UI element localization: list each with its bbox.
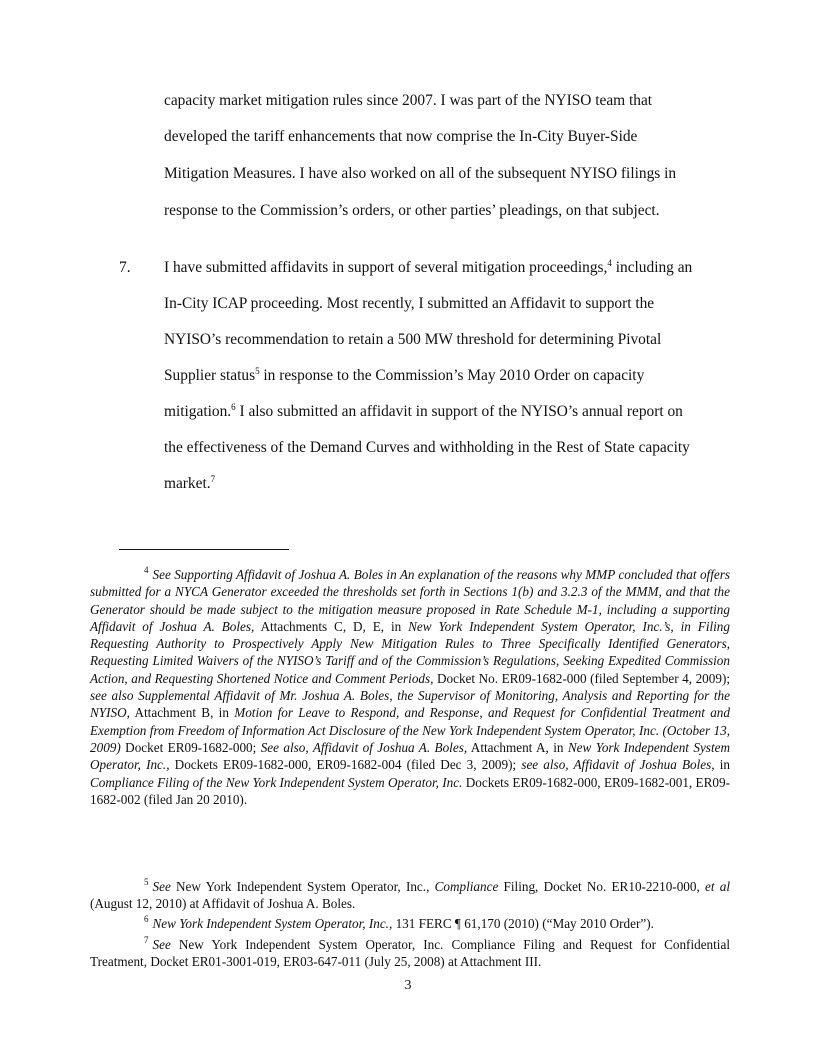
page-number: 3 — [404, 978, 412, 993]
paragraph-7-line-5 — [164, 402, 683, 422]
text-run: Supplier status — [164, 367, 256, 384]
text-run: including an — [611, 259, 693, 276]
footnote-number: 4 — [144, 565, 149, 575]
footnote-text: in — [714, 757, 731, 773]
footnote-separator — [119, 549, 289, 550]
footnote-text: see also Supplemental Affidavit of Mr. Joshua A. Boles, the Supervisor of Monitoring, Analysis and Reporting for the NYISO, — [90, 688, 730, 721]
footnote-text: See also, Affidavit of Joshua A. Boles, — [260, 739, 468, 755]
text-run: in response to the Commission’s May 2010 Order on capacity — [259, 367, 645, 384]
footnote-text: Attachments C, D, E, in — [254, 618, 409, 634]
footnote-text: Compliance — [434, 879, 499, 894]
text-run: mitigation. — [164, 403, 232, 420]
continuation-line-1: capacity market mitigation rules since 2007. I was part of the NYISO team that — [164, 92, 653, 109]
footnote-ref-5[interactable]: 5 — [255, 366, 260, 376]
text-run: market. — [164, 475, 211, 492]
footnote-number: 6 — [144, 914, 149, 924]
footnote-text: see also, Affidavit of Joshua Boles, — [521, 757, 715, 773]
paragraph-7-line-3: NYISO’s recommendation to retain a 500 MW threshold for determining Pivotal — [164, 331, 662, 348]
footnote-text: Filing, Docket No. ER10-2210-000, — [498, 879, 705, 894]
footnote-text: Attachment A, in — [467, 739, 568, 755]
paragraph-7-line-4 — [164, 366, 644, 386]
paragraph-7-line-2: In-City ICAP proceeding. Most recently, I submitted an Affidavit to support the — [164, 295, 655, 312]
footnote-text: New York Independent System Operator, Inc., — [90, 739, 730, 773]
footnote-text: et al — [705, 879, 730, 894]
footnote-text: New York Independent System Operator, Inc.’s, in Filing Requesting Authority to Prospectively Apply New Mitigation Rules to Three Specifically Identified Generators, Requesting Limited Waivers of the NYISO’s Tariff and of the Commission’s Regulations, Seeking Expedited Commission Action, and Requesting Shortened Notice and Comment Periods, — [90, 618, 730, 686]
footnote-ref-4[interactable]: 4 — [607, 258, 612, 268]
footnote-text: New York Independent System Operator, Inc. Compliance Filing and Request for Confidential Treatment, Docket ER01-3001-019, ER03-647-011 (July 25, 2008) at Attachment III. — [90, 937, 730, 970]
footnote-text: Dockets ER09-1682-000, ER09-1682-001, ER09-1682-002 (filed Jan 20 2010). — [90, 774, 730, 807]
paragraph-7-line-1 — [164, 258, 692, 278]
continuation-line-2: developed the tariff enhancements that now comprise the In-City Buyer-Side — [164, 128, 638, 145]
footnote-text: Compliance Filing of the New York Independent System Operator, Inc. — [90, 774, 463, 790]
footnote-number: 7 — [144, 935, 149, 945]
footnote-7 — [90, 936, 730, 971]
footnote-text: Motion for Leave to Respond, and Response, and Request for Confidential Treatment and Exemption from Freedom of Information Act Disclosure of the New York Independent System Operator, Inc. (October 13, 2009) — [90, 705, 730, 755]
footnote-text: New York Independent System Operator, Inc., — [170, 879, 435, 894]
footnote-text: Docket No. ER09-1682-000 (filed September 4, 2009); — [433, 670, 730, 686]
footnote-text: 131 FERC ¶ 61,170 (2010) (“May 2010 Order”). — [392, 916, 654, 931]
text-run: I have submitted affidavits in support of several mitigation proceedings, — [164, 259, 608, 276]
footnote-ref-7[interactable]: 7 — [210, 474, 216, 484]
footnote-text: See Supporting Affidavit of Joshua A. Boles in An explanation of the reasons why MMP concluded that offers submitted for a NYCA Generator exceeded the thresholds set forth in Sections 1(b) and 3.2.3 of the MMM, and that the Generator should be made subject to the mitigation measure proposed in Rate Schedule M-1, including a supporting Affidavit of Joshua A. Boles, — [90, 567, 730, 634]
footnote-5 — [90, 878, 730, 913]
footnote-number: 5 — [144, 877, 149, 887]
footnote-text: Dockets ER09-1682-000, ER09-1682-004 (filed Dec 3, 2009); — [169, 757, 522, 773]
footnote-text: See — [152, 937, 171, 952]
footnote-text: Docket ER09-1682-000; — [120, 739, 261, 755]
footnote-4 — [90, 566, 730, 808]
text-run: I also submitted an affidavit in support of the NYISO’s annual report on — [235, 403, 683, 420]
continuation-line-3: Mitigation Measures. I have also worked on all of the subsequent NYISO filings in — [164, 165, 677, 182]
footnote-text: New York Independent System Operator, Inc., — [152, 916, 393, 931]
footnote-6 — [90, 915, 730, 932]
footnote-text: Attachment B, in — [129, 705, 235, 721]
footnote-ref-6[interactable]: 6 — [231, 402, 236, 412]
paragraph-number: 7. — [119, 259, 131, 276]
paragraph-7-line-6: the effectiveness of the Demand Curves and withholding in the Rest of State capacity — [164, 439, 690, 456]
paragraph-7-line-7 — [164, 474, 215, 494]
footnote-text: See — [152, 879, 171, 894]
continuation-line-4: response to the Commission’s orders, or other parties’ pleadings, on that subject. — [164, 202, 660, 219]
footnote-text: (August 12, 2010) at Affidavit of Joshua A. Boles. — [90, 896, 356, 912]
